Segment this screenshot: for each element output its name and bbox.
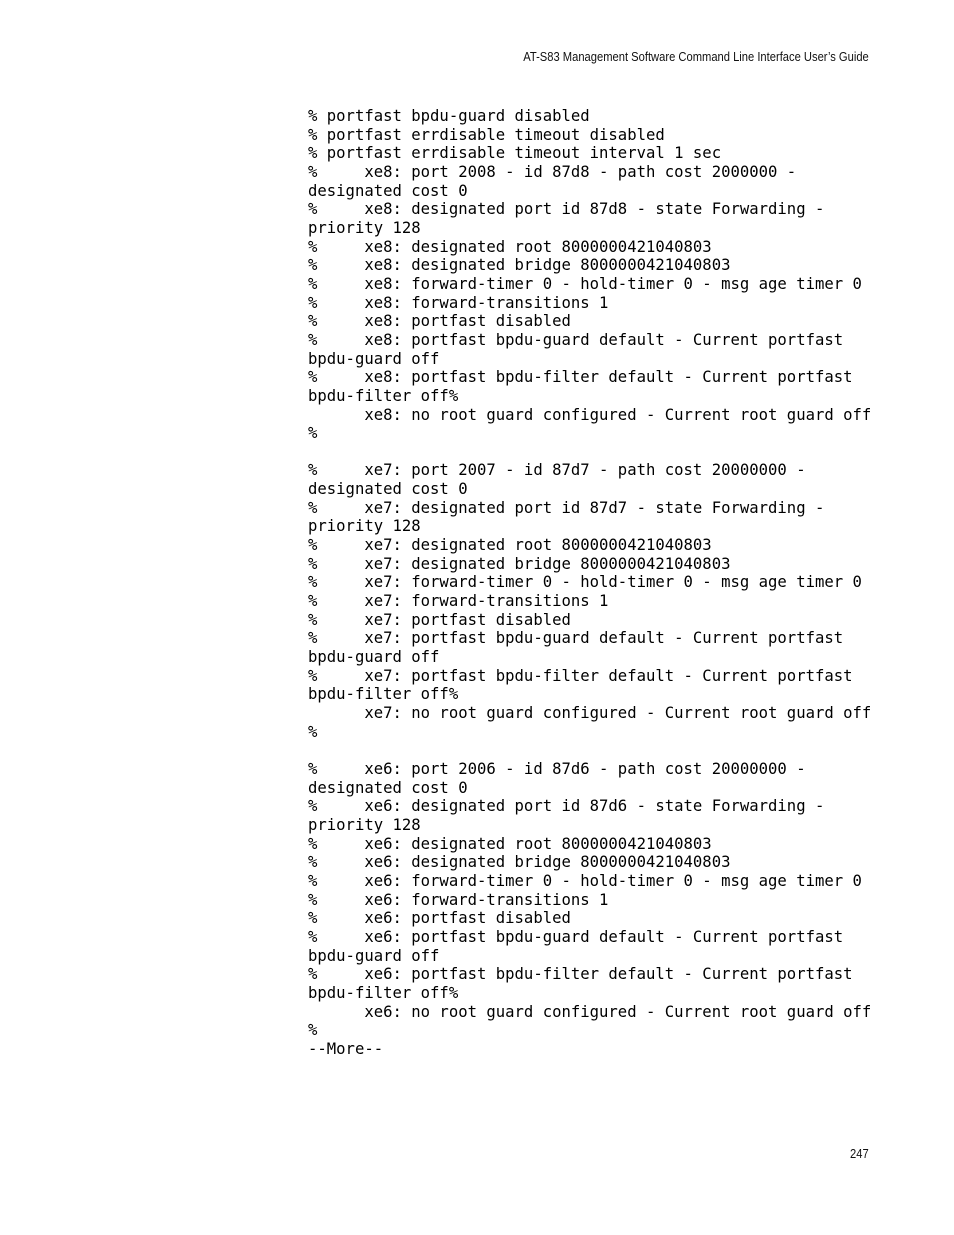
cli-line: % xe8: designated port id 87d8 - state Forwarding -	[308, 200, 825, 219]
cli-line: % xe7: forward-transitions 1	[308, 592, 609, 611]
cli-line: % xe7: designated bridge 8000000421040803	[308, 554, 731, 573]
cli-line: % xe6: forward-transitions 1	[308, 890, 609, 909]
cli-line: priority 128	[308, 218, 421, 237]
cli-line: % xe7: portfast bpdu-filter default - Current portfast	[308, 666, 853, 685]
cli-line: bpdu-guard off	[308, 349, 440, 368]
cli-line: --More--	[308, 1039, 384, 1058]
cli-line: bpdu-guard off	[308, 946, 440, 965]
cli-line: %	[308, 424, 318, 443]
cli-line: % portfast errdisable timeout disabled	[308, 125, 665, 144]
cli-line: % xe8: portfast bpdu-filter default - Current portfast	[308, 368, 853, 387]
cli-line: % xe7: portfast disabled	[308, 610, 571, 629]
cli-line: designated cost 0	[308, 181, 468, 200]
cli-line: % portfast bpdu-guard disabled	[308, 107, 590, 125]
cli-line: priority 128	[308, 815, 421, 834]
cli-line: % xe6: designated bridge 8000000421040803	[308, 853, 731, 872]
cli-line: % xe8: designated bridge 8000000421040803	[308, 256, 731, 275]
cli-line: % xe8: forward-timer 0 - hold-timer 0 - msg age timer 0	[308, 274, 862, 293]
cli-line: % xe7: forward-timer 0 - hold-timer 0 - msg age timer 0	[308, 573, 862, 592]
cli-line: % portfast errdisable timeout interval 1 sec	[308, 144, 722, 163]
cli-line: % xe6: portfast bpdu-guard default - Current portfast	[308, 927, 844, 946]
cli-line: priority 128	[308, 517, 421, 536]
cli-line: % xe6: portfast disabled	[308, 909, 571, 928]
cli-line: %	[308, 722, 318, 741]
cli-output-block	[308, 107, 871, 1058]
cli-line: % xe8: portfast bpdu-guard default - Current portfast	[308, 330, 844, 349]
cli-line: % xe8: portfast disabled	[308, 312, 571, 331]
cli-line: bpdu-filter off%	[308, 685, 459, 704]
cli-line: xe8: no root guard configured - Current root guard off	[308, 405, 872, 424]
cli-line: % xe7: portfast bpdu-guard default - Current portfast	[308, 629, 844, 648]
cli-line: % xe6: designated root 8000000421040803	[308, 834, 712, 853]
page-number: 247	[850, 1146, 869, 1161]
cli-line: % xe6: designated port id 87d6 - state Forwarding -	[308, 797, 825, 816]
cli-line: bpdu-guard off	[308, 648, 440, 667]
cli-line: % xe6: forward-timer 0 - hold-timer 0 - msg age timer 0	[308, 871, 862, 890]
cli-line: %	[308, 1021, 318, 1040]
cli-line: % xe8: designated root 8000000421040803	[308, 237, 712, 256]
cli-line: % xe8: port 2008 - id 87d8 - path cost 2000000 -	[308, 162, 797, 181]
cli-line: designated cost 0	[308, 480, 468, 499]
cli-line: % xe7: designated root 8000000421040803	[308, 536, 712, 555]
cli-line: % xe8: forward-transitions 1	[308, 293, 609, 312]
cli-line: % xe6: port 2006 - id 87d6 - path cost 20000000 -	[308, 759, 806, 778]
cli-line: % xe7: designated port id 87d7 - state Forwarding -	[308, 498, 825, 517]
cli-line: xe6: no root guard configured - Current root guard off	[308, 1002, 872, 1021]
cli-line: bpdu-filter off%	[308, 386, 459, 405]
cli-line: designated cost 0	[308, 778, 468, 797]
cli-line: xe7: no root guard configured - Current root guard off	[308, 704, 872, 722]
running-header: AT-S83 Management Software Command Line Interface User’s Guide	[523, 49, 869, 64]
cli-line: % xe7: port 2007 - id 87d7 - path cost 20000000 -	[308, 461, 806, 480]
cli-line: % xe6: portfast bpdu-filter default - Current portfast	[308, 965, 853, 984]
cli-line: bpdu-filter off%	[308, 983, 459, 1002]
